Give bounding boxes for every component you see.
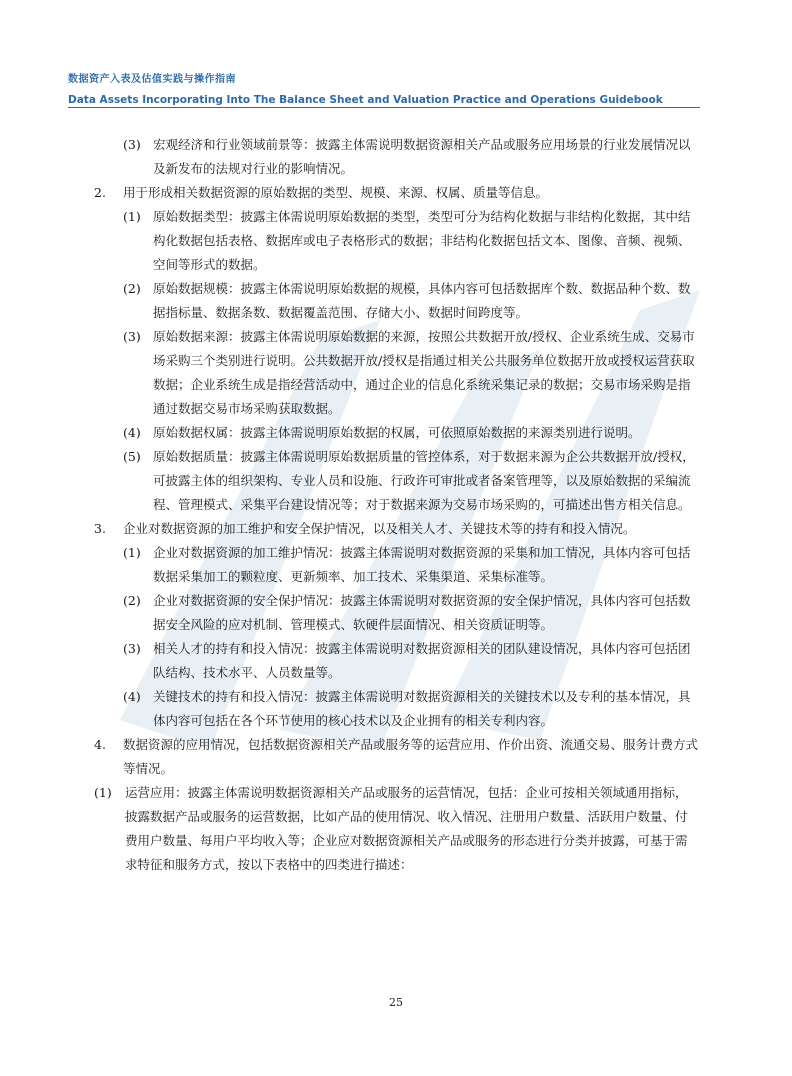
list-item (0, 541, 792, 589)
header-title-en: Data Assets Incorporating Into The Balance Sheet and Valuation Practice and Operations Guidebook (68, 94, 663, 106)
item-text: 企业对数据资源的安全保护情况：披露主体需说明对数据资源的安全保护情况，具体内容可包括数据安全风险的应对机制、管理模式、软硬件层面情况、相关资质证明等。 (153, 593, 691, 632)
item-number: (2) (123, 593, 141, 608)
item-text: 宏观经济和行业领域前景等：披露主体需说明数据资源相关产品或服务应用场景的行业发展情况以及新发布的法规对行业的影响情况。 (153, 137, 691, 176)
item-number: (3) (123, 641, 141, 656)
item-number: (3) (123, 329, 141, 344)
list-item (0, 589, 792, 637)
list-item (0, 421, 792, 445)
running-header (68, 70, 700, 106)
item-number: 4. (94, 737, 106, 752)
list-item (0, 205, 792, 277)
list-item (0, 445, 792, 517)
item-number: (1) (94, 785, 112, 800)
item-text: 关键技术的持有和投入情况：披露主体需说明对数据资源相关的关键技术以及专利的基本情况，具体内容可包括在各个环节使用的核心技术以及企业拥有的相关专利内容。 (153, 689, 691, 728)
item-text: 原始数据类型：披露主体需说明原始数据的类型，类型可分为结构化数据与非结构化数据，其中结构化数据包括表格、数据库或电子表格形式的数据；非结构化数据包括文本、图像、音频、视频、空间等形式的数据。 (153, 209, 691, 272)
item-number: (1) (123, 545, 141, 560)
header-rule (68, 107, 700, 108)
item-text: 原始数据质量：披露主体需说明原始数据质量的管控体系，对于数据来源为企公共数据开放/授权，可披露主体的组织架构、专业人员和设施、行政许可审批或者备案管理等，以及原始数据的采编流程、管理模式、采集平台建设情况等；对于数据来源为交易市场采购的，可描述出售方相关信息。 (153, 449, 695, 512)
item-number: (4) (123, 425, 141, 440)
item-number: 2. (94, 185, 106, 200)
item-text: 运营应用：披露主体需说明数据资源相关产品或服务的运营情况，包括：企业可按相关领域通用指标，披露数据产品或服务的运营数据，比如产品的使用情况、收入情况、注册用户数量、活跃用户数量、付费用户数量、每用户平均收入等；企业应对数据资源相关产品或服务的形态进行分类并披露，可基于需求特征和服务方式，按以下表格中的四类进行描述： (125, 785, 688, 872)
list-item (0, 637, 792, 685)
item-text: 相关人才的持有和投入情况：披露主体需说明对数据资源相关的团队建设情况，具体内容可包括团队结构、技术水平、人员数量等。 (153, 641, 691, 680)
list-item (0, 181, 792, 205)
item-number: (4) (123, 689, 141, 704)
item-number: 3. (94, 521, 106, 536)
item-number: (5) (123, 449, 141, 464)
item-text: 用于形成相关数据资源的原始数据的类型、规模、来源、权属、质量等信息。 (123, 185, 549, 200)
item-number: (1) (123, 209, 141, 224)
list-item (0, 133, 792, 181)
list-item (0, 277, 792, 325)
list-item (0, 325, 792, 421)
item-number: (2) (123, 281, 141, 296)
list-item (0, 517, 792, 541)
item-text: 原始数据来源：披露主体需说明原始数据的来源，按照公共数据开放/授权、企业系统生成、交易市场采购三个类别进行说明。公共数据开放/授权是指通过相关公共服务单位数据开放或授权运营获取数据；企业系统生成是指经营活动中，通过企业的信息化系统采集记录的数据；交易市场采购是指通过数据交易市场采购获取数据。 (153, 329, 695, 416)
list-item (0, 781, 792, 877)
header-title-zh: 数据资产入表及估值实践与操作指南 (68, 74, 236, 85)
list-item (0, 685, 792, 733)
page-number: 25 (389, 996, 403, 1009)
item-text: 原始数据权属：披露主体需说明原始数据的权属，可依照原始数据的来源类别进行说明。 (153, 425, 641, 440)
document-body (0, 133, 792, 877)
item-text: 企业对数据资源的加工维护和安全保护情况，以及相关人才、关键技术等的持有和投入情况。 (123, 521, 636, 536)
item-number: (3) (123, 137, 141, 152)
item-text: 原始数据规模：披露主体需说明原始数据的规模，具体内容可包括数据库个数、数据品种个数、数据指标量、数据条数、数据覆盖范围、存储大小、数据时间跨度等。 (153, 281, 691, 320)
list-item (0, 733, 792, 781)
item-text: 企业对数据资源的加工维护情况：披露主体需说明对数据资源的采集和加工情况，具体内容可包括数据采集加工的颗粒度、更新频率、加工技术、采集渠道、采集标准等。 (153, 545, 691, 584)
item-text: 数据资源的应用情况，包括数据资源相关产品或服务等的运营应用、作价出资、流通交易、服务计费方式等情况。 (123, 737, 699, 776)
